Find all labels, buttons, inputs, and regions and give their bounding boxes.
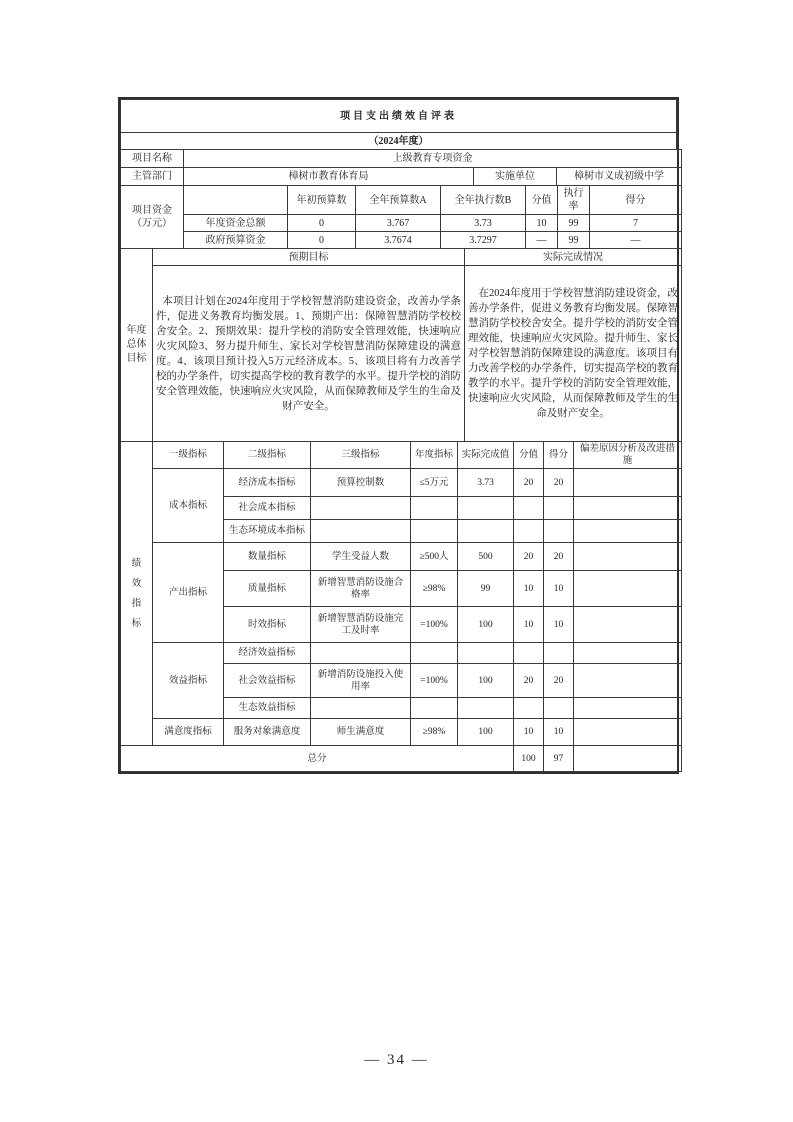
department-value: 樟树市教育体育局	[184, 168, 474, 186]
expected-goal-header: 预期目标	[153, 249, 465, 266]
col-score: 得分	[544, 442, 574, 469]
score-value-cell: 10	[514, 607, 544, 643]
level3-cell: 新增消防设施投入使用率	[311, 664, 411, 698]
funds-annual-budget: 3.7674	[356, 232, 441, 249]
col-level2: 二级指标	[224, 442, 311, 469]
funds-score: 7	[590, 215, 682, 232]
actual-value-cell	[458, 698, 514, 719]
project-name-label: 项目名称	[121, 150, 184, 168]
actual-value-cell: 100	[458, 607, 514, 643]
annual-target-cell: ≥500人	[411, 543, 458, 571]
funds-initial: 0	[288, 215, 356, 232]
deviation-cell	[574, 664, 682, 698]
level3-cell	[311, 497, 411, 520]
funds-col-annual-budget: 全年预算数A	[356, 186, 441, 215]
col-level3: 三级指标	[311, 442, 411, 469]
funds-col-score: 得分	[590, 186, 682, 215]
group-benefit: 效益指标	[153, 643, 224, 719]
annual-target-cell	[411, 698, 458, 719]
level2-cell: 服务对象满意度	[224, 719, 311, 746]
actual-value-cell: 99	[458, 571, 514, 607]
total-score-value: 100	[514, 746, 544, 772]
page-number: — 34 —	[364, 1052, 429, 1068]
level3-cell	[311, 643, 411, 664]
level2-cell: 社会效益指标	[224, 664, 311, 698]
table-row	[121, 469, 682, 497]
score-value-cell: 20	[514, 469, 544, 497]
score-value-cell: 20	[514, 664, 544, 698]
annual-target-cell: ≥98%	[411, 719, 458, 746]
funds-score: —	[590, 232, 682, 249]
implement-unit-value: 樟树市义成初级中学	[557, 168, 682, 186]
actual-value-cell	[458, 497, 514, 520]
funds-col-initial-budget: 年初预算数	[288, 186, 356, 215]
actual-value-cell	[458, 520, 514, 543]
level3-cell	[311, 520, 411, 543]
score-value-cell	[514, 497, 544, 520]
col-deviation: 偏差原因分析及改进措施	[574, 442, 682, 469]
annual-target-cell	[411, 497, 458, 520]
actual-value-cell: 100	[458, 664, 514, 698]
annual-goal-label: 年度总体目标	[121, 249, 153, 442]
col-annual-target: 年度指标	[411, 442, 458, 469]
group-cost: 成本指标	[153, 469, 224, 543]
score-value-cell	[514, 520, 544, 543]
score-value-cell: 10	[514, 719, 544, 746]
level2-cell: 生态环境成本指标	[224, 520, 311, 543]
total-row	[121, 746, 682, 772]
level2-cell: 生态效益指标	[224, 698, 311, 719]
level3-cell: 师生满意度	[311, 719, 411, 746]
info-section	[120, 149, 682, 186]
funds-executed: 3.7297	[441, 232, 526, 249]
level3-cell: 新增智慧消防设施合格率	[311, 571, 411, 607]
level2-cell: 时效指标	[224, 607, 311, 643]
score-cell: 20	[544, 543, 574, 571]
col-level1: 一级指标	[153, 442, 224, 469]
score-value-cell	[514, 643, 544, 664]
funds-row-name: 年度资金总额	[184, 215, 288, 232]
group-output: 产出指标	[153, 543, 224, 643]
funds-row-gov	[121, 232, 682, 249]
table-row	[121, 719, 682, 746]
funds-row-name: 政府预算资金	[184, 232, 288, 249]
annual-target-cell: =100%	[411, 607, 458, 643]
score-cell: 10	[544, 571, 574, 607]
score-cell	[544, 497, 574, 520]
deviation-cell	[574, 607, 682, 643]
funds-col-executed: 全年执行数B	[441, 186, 526, 215]
funds-annual-budget: 3.767	[356, 215, 441, 232]
table-row	[121, 543, 682, 571]
funds-section	[120, 185, 682, 249]
title-section	[120, 99, 677, 150]
score-cell	[544, 520, 574, 543]
deviation-cell	[574, 543, 682, 571]
score-value-cell: 10	[514, 571, 544, 607]
funds-exec-rate: 99	[558, 232, 590, 249]
level3-cell: 学生受益人数	[311, 543, 411, 571]
col-score-value: 分值	[514, 442, 544, 469]
actual-completion-header: 实际完成情况	[465, 249, 682, 266]
score-cell: 20	[544, 664, 574, 698]
funds-executed: 3.73	[441, 215, 526, 232]
level3-cell: 新增智慧消防设施完工及时率	[311, 607, 411, 643]
project-name-value: 上级教育专项资金	[184, 150, 682, 168]
total-score: 97	[544, 746, 574, 772]
level2-cell: 质量指标	[224, 571, 311, 607]
annual-target-cell	[411, 520, 458, 543]
score-cell: 20	[544, 469, 574, 497]
funds-exec-rate: 99	[558, 215, 590, 232]
annual-target-cell: =100%	[411, 664, 458, 698]
annual-target-cell: ≤5万元	[411, 469, 458, 497]
score-cell	[544, 698, 574, 719]
level2-cell: 经济效益指标	[224, 643, 311, 664]
deviation-cell	[574, 571, 682, 607]
level3-cell	[311, 698, 411, 719]
level3-cell: 预算控制数	[311, 469, 411, 497]
score-cell	[544, 643, 574, 664]
total-remark	[574, 746, 682, 772]
funds-blank-header	[184, 186, 288, 215]
indicators-section	[120, 441, 682, 772]
expected-goal-cell	[153, 266, 465, 442]
actual-value-cell: 100	[458, 719, 514, 746]
score-value-cell: 20	[514, 543, 544, 571]
actual-completion-text: 在2024年度用于学校智慧消防建设资金，改善办学条件，促进义务教育均衡发展。保障智慧消防学校校舍安全。提升学校的消防安全管理效能，快速响应火灾风险。提升师生、家长对学校智慧消防保障建设的满意度。该项目有力改善学校的办学条件，切实提高学校的教育教学的水平。提升学校的消防安全管理效能，快速响应火灾风险，从而保障教师及学生的生命及财产安全。	[468, 288, 678, 419]
actual-completion-cell	[465, 266, 682, 442]
actual-value-cell: 500	[458, 543, 514, 571]
score-value-cell	[514, 698, 544, 719]
funds-label: 项目资金（万元）	[121, 186, 184, 249]
deviation-cell	[574, 497, 682, 520]
annual-target-cell: ≥98%	[411, 571, 458, 607]
annual-target-cell	[411, 643, 458, 664]
level2-cell: 经济成本指标	[224, 469, 311, 497]
level2-cell: 社会成本指标	[224, 497, 311, 520]
funds-row-total	[121, 215, 682, 232]
funds-score-value: 10	[526, 215, 558, 232]
form-title: 项目支出绩效自评表	[121, 100, 677, 133]
department-label: 主管部门	[121, 168, 184, 186]
col-actual-value: 实际完成值	[458, 442, 514, 469]
level2-cell: 数量指标	[224, 543, 311, 571]
table-row	[121, 643, 682, 664]
self-evaluation-form	[118, 97, 679, 774]
score-cell: 10	[544, 607, 574, 643]
deviation-cell	[574, 469, 682, 497]
deviation-cell	[574, 698, 682, 719]
annual-goal-section	[120, 248, 682, 442]
actual-value-cell: 3.73	[458, 469, 514, 497]
funds-score-value: —	[526, 232, 558, 249]
total-label: 总分	[121, 746, 514, 772]
funds-col-score-value: 分值	[526, 186, 558, 215]
expected-goal-text: 本项目计划在2024年度用于学校智慧消防建设资金，改善办学条件，促进义务教育均衡发展。1、预期产出：保障智慧消防学校校舍安全。2、预期效果：提升学校的消防安全管理效能，快速响应火灾风险3、努力提升师生、家长对学校智慧消防保障建设的满意度。4、该项目预计投入5万元经济成本。5、该项目将有力改善学校的办学条件，切实提高学校的教育教学的水平。提升学校的消防安全管理效能，快速响应火灾风险，从而保障教师及学生的生命及财产安全。	[156, 295, 461, 412]
deviation-cell	[574, 643, 682, 664]
form-subtitle: （2024年度）	[121, 133, 677, 150]
funds-initial: 0	[288, 232, 356, 249]
score-cell: 10	[544, 719, 574, 746]
funds-col-exec-rate: 执行率	[558, 186, 590, 215]
actual-value-cell	[458, 643, 514, 664]
implement-unit-label: 实施单位	[474, 168, 557, 186]
deviation-cell	[574, 719, 682, 746]
deviation-cell	[574, 520, 682, 543]
group-satisfaction: 满意度指标	[153, 719, 224, 746]
indicators-group-label: 绩效指标	[121, 442, 153, 746]
